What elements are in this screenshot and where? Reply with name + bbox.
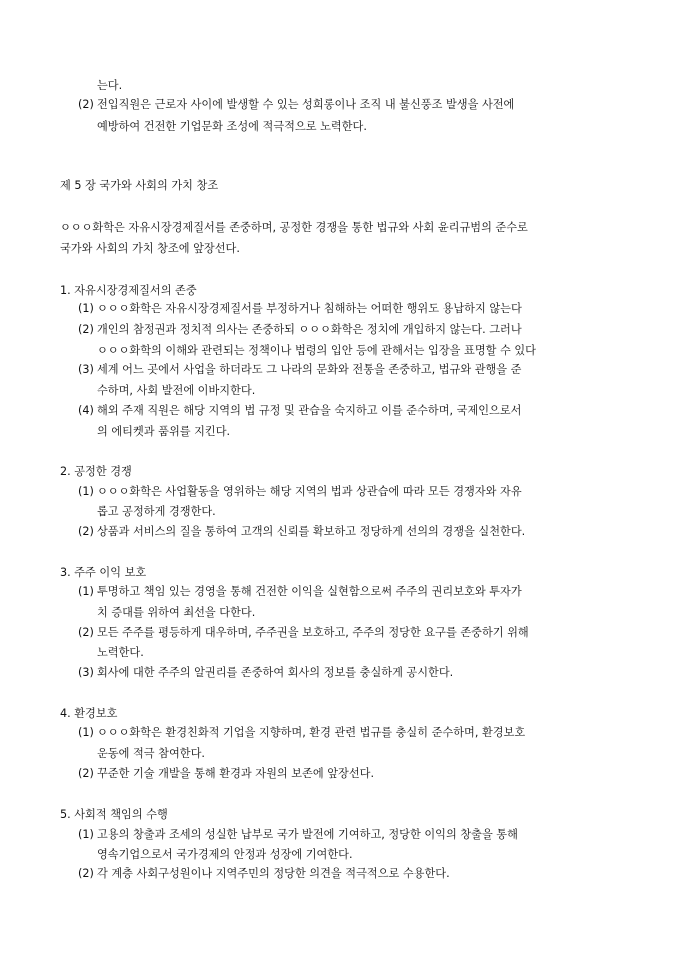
- continued-text: 는다.: [97, 79, 123, 92]
- item-text: 투명하고 책임 있는 경영을 통해 건전한 이익을 실현함으로써 주주의 권리보호와 투자가: [97, 585, 522, 598]
- item-text: 전입직원은 근로자 사이에 발생할 수 있는 성희롱이나 조직 내 불신풍조 발생을 사전에: [97, 98, 515, 111]
- item-text-continued: ㅇㅇㅇ화학의 이해와 관련되는 정책이나 법령의 입안 등에 관해서는 입장을 표명할 수 있다: [97, 344, 536, 357]
- item-text-continued: 운동에 적극 참여한다.: [97, 747, 205, 760]
- item-text-continued: 의 에티켓과 품위를 지킨다.: [97, 425, 231, 438]
- item-text-continued: 롭고 공정하게 경쟁한다.: [97, 505, 216, 518]
- item-text-continued: 치 증대를 위하여 최선을 다한다.: [97, 606, 256, 619]
- item-text: 해외 주재 직원은 해당 지역의 법 규정 및 관습을 숙지하고 이를 준수하며, 국제인으로서: [97, 404, 522, 417]
- section-heading: 2. 공정한 경쟁: [60, 465, 132, 478]
- item-text: 개인의 참정권과 정치적 의사는 존중하되 ㅇㅇㅇ화학은 정치에 개입하지 않는다. 그러나: [97, 323, 522, 336]
- section-heading: 3. 주주 이익 보호: [60, 566, 147, 579]
- item-number: (2): [78, 767, 94, 780]
- item-number: (1): [78, 828, 94, 841]
- item-text-continued: 예방하여 건전한 기업문화 조성에 적극적으로 노력한다.: [97, 120, 367, 133]
- item-number: (2): [78, 323, 94, 336]
- item-text: ㅇㅇㅇ화학은 자유시장경제질서를 부정하거나 침해하는 어떠한 행위도 용납하지 않는다: [97, 302, 522, 315]
- item-text-continued: 노력한다.: [97, 646, 144, 659]
- item-number: (1): [78, 485, 94, 498]
- item-number: (1): [78, 585, 94, 598]
- section-heading: 1. 자유시장경제질서의 존중: [60, 284, 197, 297]
- section-heading: 4. 환경보호: [60, 707, 118, 720]
- item-number: (4): [78, 404, 94, 417]
- item-number: (3): [78, 666, 94, 679]
- item-text: 상품과 서비스의 질을 통하여 고객의 신뢰를 확보하고 정당하게 선의의 경쟁을 실천한다.: [97, 525, 526, 538]
- item-text-continued: 수하며, 사회 발전에 이바지한다.: [97, 384, 256, 397]
- item-number: (3): [78, 363, 94, 376]
- item-text: 꾸준한 기술 개발을 통해 환경과 자원의 보존에 앞장선다.: [97, 767, 375, 780]
- item-number: (1): [78, 302, 94, 315]
- item-text: 고용의 창출과 조세의 성실한 납부로 국가 발전에 기여하고, 정당한 이익의 창출을 통해: [97, 828, 518, 841]
- chapter-title: 제 5 장 국가와 사회의 가치 창조: [60, 179, 219, 192]
- item-text-continued: 영속기업으로서 국가경제의 안정과 성장에 기여한다.: [97, 848, 353, 861]
- item-text: ㅇㅇㅇ화학은 환경친화적 기업을 지향하며, 환경 관련 법규를 충실히 준수하며, 환경보호: [97, 726, 526, 739]
- item-text: 세계 어느 곳에서 사업을 하더라도 그 나라의 문화와 전통을 존중하고, 법규와 관행을 준: [97, 363, 522, 376]
- item-text: 회사에 대한 주주의 알권리를 존중하여 회사의 정보를 충실하게 공시한다.: [97, 666, 454, 679]
- section-heading: 5. 사회적 책임의 수행: [60, 808, 168, 821]
- item-text: 각 계층 사회구성원이나 지역주민의 정당한 의견을 적극적으로 수용한다.: [97, 867, 450, 880]
- item-number: (2): [78, 98, 94, 111]
- item-number: (2): [78, 525, 94, 538]
- item-text: ㅇㅇㅇ화학은 사업활동을 영위하는 해당 지역의 법과 상관습에 따라 모든 경쟁자와 자유: [97, 485, 522, 498]
- item-number: (2): [78, 626, 94, 639]
- chapter-paragraph: ㅇㅇㅇ화학은 자유시장경제질서를 존중하며, 공정한 경쟁을 통한 법규와 사회 윤리규범의 준수로: [60, 221, 528, 234]
- chapter-paragraph-continued: 국가와 사회의 가치 창조에 앞장선다.: [60, 242, 240, 255]
- item-number: (2): [78, 867, 94, 880]
- item-text: 모든 주주를 평등하게 대우하며, 주주권을 보호하고, 주주의 정당한 요구를 존중하기 위해: [97, 626, 529, 639]
- item-number: (1): [78, 726, 94, 739]
